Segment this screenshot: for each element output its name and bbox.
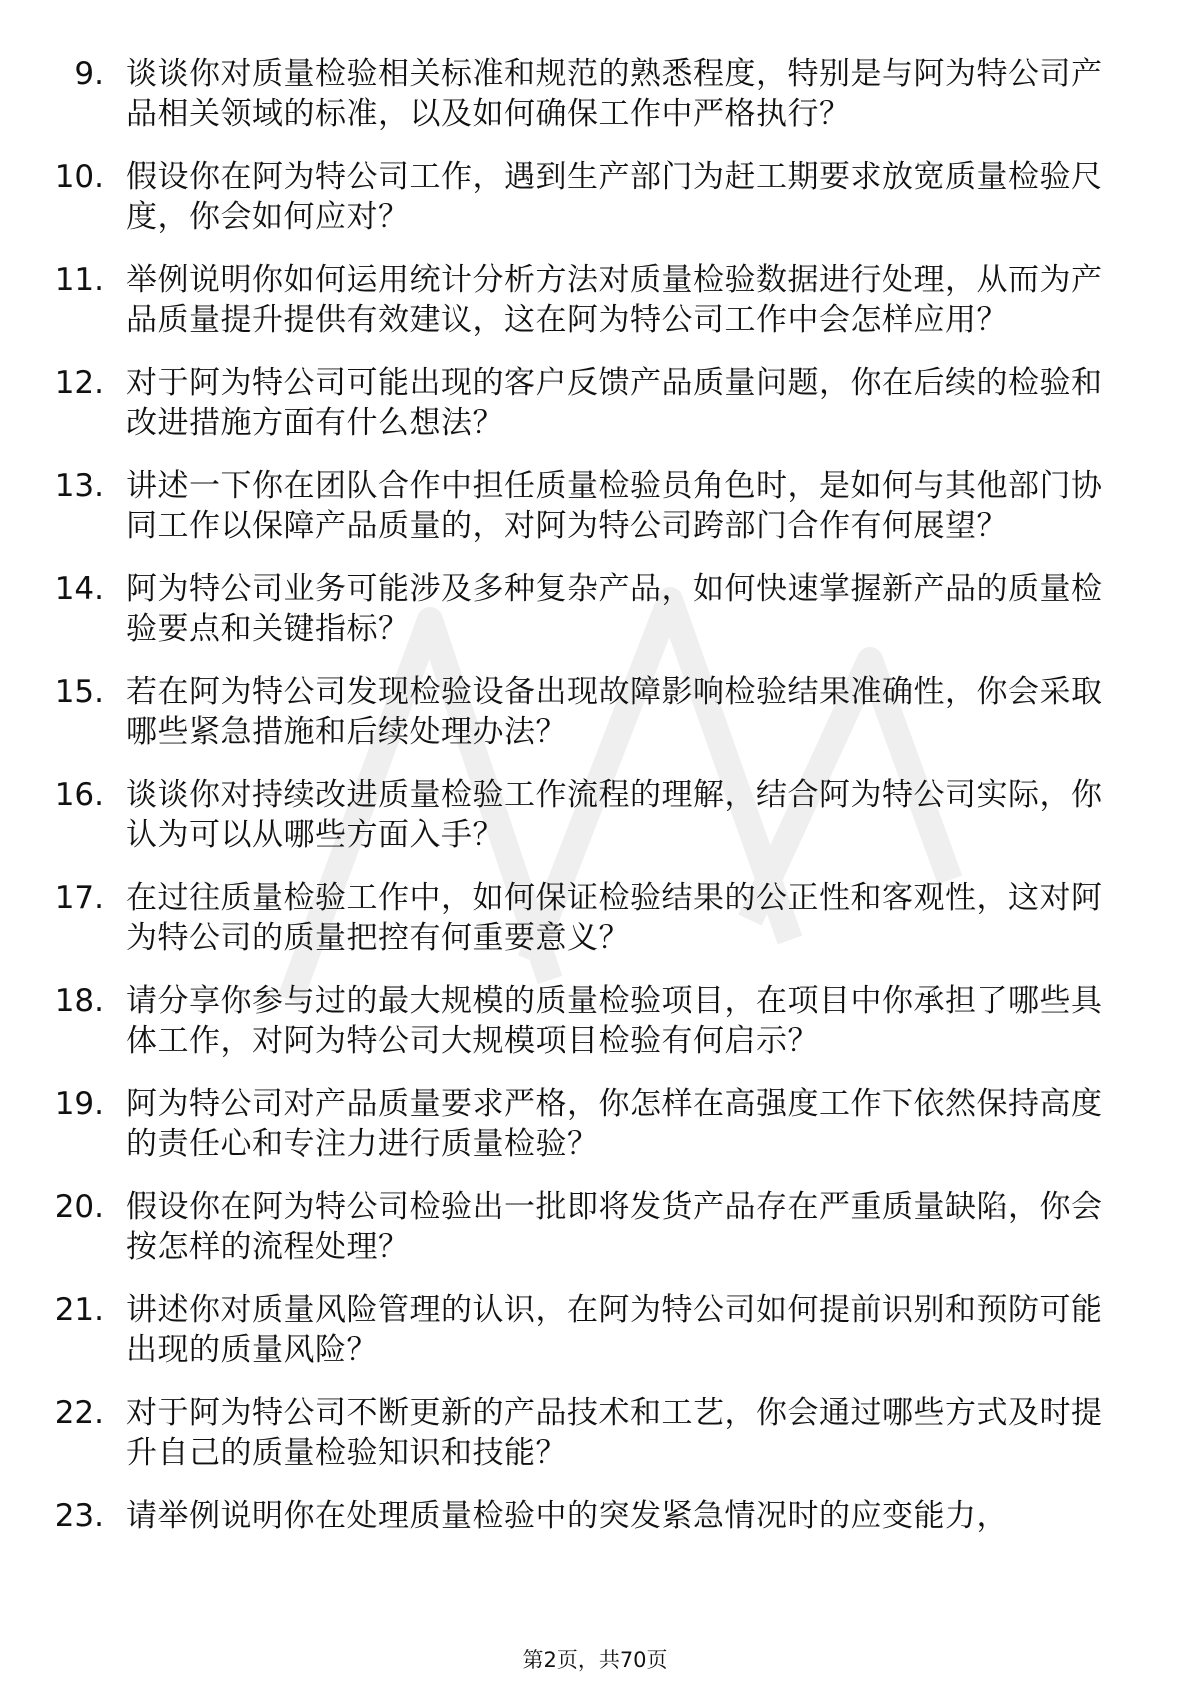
question-text: 假设你在阿为特公司工作，遇到生产部门为赶工期要求放宽质量检验尺度，你会如何应对？ [126,159,1103,235]
question-list [0,54,1190,1559]
question-item [0,1187,1190,1267]
question-item [0,672,1190,752]
question-item [0,1290,1190,1370]
question-number: 22. [54,1395,104,1431]
page-footer: 第2页，共70页 [522,1648,668,1672]
question-text: 阿为特公司对产品质量要求严格，你怎样在高强度工作下依然保持高度的责任心和专注力进行质量检验？ [126,1086,1103,1162]
question-number: 15. [54,674,104,710]
question-item [0,1084,1190,1164]
question-text: 请举例说明你在处理质量检验中的突发紧急情况时的应变能力， [126,1498,1008,1534]
question-text: 谈谈你对质量检验相关标准和规范的熟悉程度，特别是与阿为特公司产品相关领域的标准，以及如何确保工作中严格执行？ [126,56,1103,132]
question-number: 20. [54,1189,104,1225]
question-item [0,775,1190,855]
question-text: 对于阿为特公司不断更新的产品技术和工艺，你会通过哪些方式及时提升自己的质量检验知识和技能？ [126,1395,1103,1471]
question-number: 12. [54,365,104,401]
question-text: 举例说明你如何运用统计分析方法对质量检验数据进行处理，从而为产品质量提升提供有效建议，这在阿为特公司工作中会怎样应用？ [126,262,1103,338]
question-number: 19. [54,1086,104,1122]
question-number: 16. [54,777,104,813]
question-text: 请分享你参与过的最大规模的质量检验项目，在项目中你承担了哪些具体工作，对阿为特公司大规模项目检验有何启示？ [126,983,1103,1059]
question-item [0,1393,1190,1473]
question-item [0,569,1190,649]
question-item [0,260,1190,340]
question-number: 13. [54,468,104,504]
question-item [0,1496,1190,1536]
question-number: 9. [74,56,104,92]
question-number: 23. [54,1498,104,1534]
question-item [0,466,1190,546]
question-number: 18. [54,983,104,1019]
question-text: 讲述一下你在团队合作中担任质量检验员角色时，是如何与其他部门协同工作以保障产品质量的，对阿为特公司跨部门合作有何展望？ [126,468,1103,544]
question-item [0,981,1190,1061]
question-text: 假设你在阿为特公司检验出一批即将发货产品存在严重质量缺陷，你会按怎样的流程处理？ [126,1189,1103,1265]
question-text: 在过往质量检验工作中，如何保证检验结果的公正性和客观性，这对阿为特公司的质量把控有何重要意义？ [126,880,1103,956]
question-text: 讲述你对质量风险管理的认识，在阿为特公司如何提前识别和预防可能出现的质量风险？ [126,1292,1103,1368]
question-item [0,878,1190,958]
question-number: 10. [54,159,104,195]
question-number: 21. [54,1292,104,1328]
question-item [0,363,1190,443]
question-text: 阿为特公司业务可能涉及多种复杂产品，如何快速掌握新产品的质量检验要点和关键指标？ [126,571,1103,647]
question-text: 谈谈你对持续改进质量检验工作流程的理解，结合阿为特公司实际，你认为可以从哪些方面入手？ [126,777,1103,853]
question-number: 11. [54,262,104,298]
question-item [0,54,1190,134]
question-text: 若在阿为特公司发现检验设备出现故障影响检验结果准确性，你会采取哪些紧急措施和后续处理办法？ [126,674,1103,750]
question-number: 17. [54,880,104,916]
question-number: 14. [54,571,104,607]
question-item [0,157,1190,237]
question-text: 对于阿为特公司可能出现的客户反馈产品质量问题，你在后续的检验和改进措施方面有什么想法？ [126,365,1103,441]
